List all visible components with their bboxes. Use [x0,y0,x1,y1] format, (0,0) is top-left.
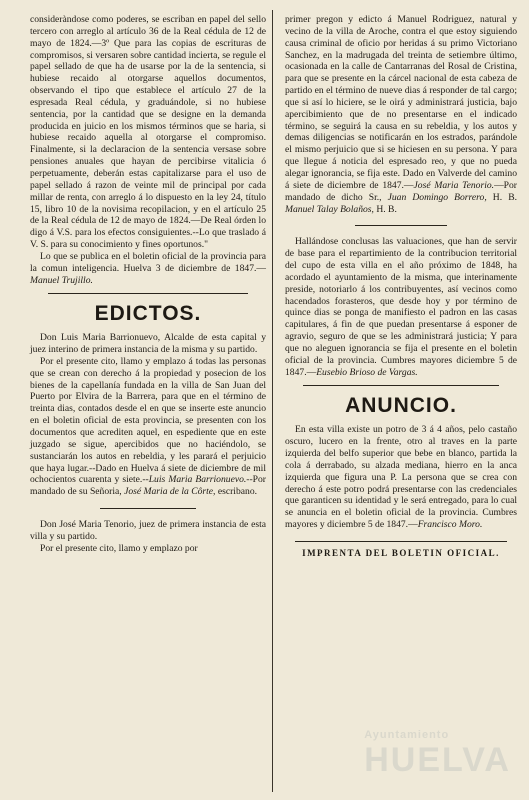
edict-body: Por el presente cito, llamo y emplazo por [40,542,198,554]
signature: Eusebio Brioso de Vargas. [316,366,418,378]
printer-imprint: IMPRENTA DEL BOLETIN OFICIAL. [302,547,500,558]
column-divider [272,10,273,792]
valuation-notice: Hallándose conclusas las valuaciones, que han de servir de base para el repartimiento de la contribucion territorial del cupo de esta villa en el año próximo de 1848, ha acordado el ayuntamiento de la misma, que interinamente preside, notoriarlo á los contribuyentes, así vecinos como hacendados forasteros, que desde hoy y por término de quince dias se ponga de manifiesto el padron en las casas capitulares, á fin de que puedan presentarse á esponer de agravio, seguro de que se les administrará justicia; Y para que no aleguen ignorancia se fija el presente en el boletin oficial de la provincia. Cumbres mayores diciembre 5 de 1847.—Eusebio Brioso de Vargas. [285,236,517,378]
edict-continuation: primer pregon y edicto á Manuel Rodriguez, natural y vecino de la villa de Aroche, contra el que estoy siguiendo causa criminal de oficio por heridas á su primo Victoriano Sanchez, en la madrugada del treinta de setiembre último, ocasionada en la calle de Cantarranas del Rosal de Cristina, para que se presente en la cárcel nacional de esta cabeza de partido en el término de nueve dias á responder de tal cargo; que si así lo hiciere, se le oirá y administrará justicia, bajo apercibimiento que de no presentarse en el indicado término, se seguirá la causa en su rebeldia, y los autos y demas diligencias se notificarán en los estrados, parándole el mismo perjuicio que si se hiciesen en su persona. Y para que llegue á noticia del espresado reo, y que no pueda alegar ignorancia, se fija este. Dado en Valverde del camino á siete de diciembre de 1847.—José Maria Tenorio.—Por mandado de dicho Sr., Juan Domingo Borrero, H. B. Manuel Talay Bolaños, H. B. [285,14,517,215]
left-column [30,14,266,555]
announcement-body: En esta villa existe un potro de 3 á 4 años, pelo castaño oscuro, lucero en la frente, otro al traves en la parte izquierda del belfo superior que bebe en blanco, partida la cola á derrabado, su alzada mediana, hierro en la anca izquierda que figura una P. La persona que se crea con derecho á este potro podrá presentarse con las credenciales que garanticen su identidad y le será entregado, para lo cual se anuncia en el boletin oficial de la provincia. Cumbres mayores y diciembre 5 de 1847.—Francisco Moro. [285,424,517,531]
right-column [285,14,517,560]
section-heading-anuncio: ANUNCIO. [345,394,457,418]
signature: Manuel Talay Bolaños, [285,203,374,215]
section-divider [48,293,248,294]
edict-author: Don Luis Maria Barrionuevo, Alcalde de esta capital y juez interino de primera instancia de la misma y su partido. [30,332,266,356]
publication-notice: Lo que se publica en el boletin oficial de la provincia para la comun inteligencia. Huelva 3 de diciembre de 1847.—Manuel Trujillo. [30,250,266,286]
signature: Luis Maria Barrionuevo. [148,474,247,486]
edict-body: Por el presente cito, llamo y emplazo á todas las personas que se crean con derecho á la propiedad y posecion de los bienes de la capellanía fundada en la villa de San Juan del Puerto por Elvira de la Barrera, para que en el término de treinta dias, contados desde el en que se inserte este anuncio en el boletin oficial de esta provincia, se presenten con los documentos que acrediten aquel, en espediente que en este juzgado se sigue, apercibidos que no haciéndolo, se sustanciarán los autos en rebeldia, y les parará el perjuicio que haya lugar.--Dado en Huelva á siete de diciembre de mil ochocientos cuarenta y siete.--Luis Maria Barrionuevo.--Por mandado de su Señoria, José Maria de la Côrte, escribano. [30,355,266,498]
signature: Francisco Moro. [417,519,483,531]
signature: Manuel Trujillo. [30,274,93,286]
signature: Juan Domingo Borrero, [387,191,487,203]
section-divider [303,385,499,386]
signature: José Maria de la Côrte, [124,486,216,498]
archive-watermark: Ayuntamiento HUELVA [364,729,511,779]
signature: José Maria Tenorio. [413,179,495,191]
footer-divider [295,541,507,542]
edict-author: Don José Maria Tenorio, juez de primera instancia de esta villa y su partido. [30,519,266,542]
section-heading-edictos: EDICTOS. [94,302,202,326]
decree-continuation: consideràndose como poderes, se escriban en papel del sello tercero con arreglo al artículo 36 de la Real cédula de 12 de mayo de 1824.—3º Que para las copias de escrituras de compromisos, si versaren sobre cantidad incierta, se regule el papel sellado de que ha de usarse por la de la sentencia, si hubiese recaido al otorgarse aquellos documentos, observando el tipo que establece el artículo 27 de la espresada Real cédula, y graduándole, si no hubiese sentencia, por la cantidad que se designe en la demanda producida en juicio en los mismos términos que se haria, si hubiese recaido aquella al otorgarse el compromiso. Finalmente, si la declaracion de la sentencia versase sobre pensiones anuales que hayan de percibirse vitalicia ó perpetuamente, deberán estas capitalizarse para el uso de papel sellado á razon de veinte mil de principal por cada millar de renta, con arreglo á lo dispuesto en la ley 24, título 15, libro 10 de la novisima recopilacion, y en el artículo 25 de la Real cédula de 12 de mayo de 1824.—De Real órden lo digo á V.S. para los efectos consiguientes.--Lo que traslado á V. S. para su conocimiento y fines oportunos." [30,14,266,251]
